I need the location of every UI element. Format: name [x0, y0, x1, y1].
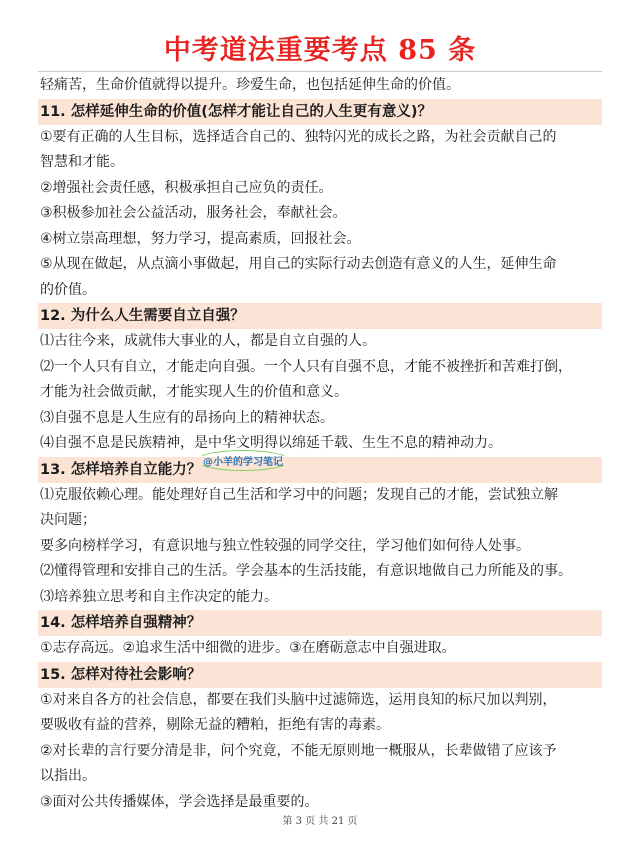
body-line: 才能为社会做贡献，才能实现人生的价值和意义。 — [40, 384, 348, 400]
body-line: 要吸收有益的营养，剔除无益的糟粕，拒绝有害的毒素。 — [40, 717, 390, 733]
body-line: ⑴克服依赖心理。能处理好自己生活和学习中的问题；发现自己的才能，尝试独立解 — [40, 486, 558, 503]
body-line: ②增强社会责任感，积极承担自己应负的责任。 — [40, 179, 333, 196]
body-line: 要多向榜样学习，有意识地与独立性较强的同学交往，学习他们如何待人处事。 — [40, 537, 530, 554]
body-line: 决问题； — [40, 512, 96, 528]
body-line: ③面对公共传播媒体，学会选择是最重要的。 — [40, 793, 319, 810]
body-line: 轻痛苦，生命价值就得以提升。珍爱生命，也包括延伸生命的价值。 — [40, 77, 460, 93]
body-line: 以指出。 — [40, 768, 96, 784]
body-line: 的价值。 — [40, 281, 96, 298]
title-divider — [38, 71, 602, 72]
body-line: ⑷自强不息是民族精神，是中华文明得以绵延千载、生生不息的精神动力。 — [40, 435, 502, 451]
body-line: ①要有正确的人生目标，选择适合自己的、独特闪光的成长之路，为社会贡献自己的 — [40, 128, 557, 145]
body-line: ⑤从现在做起，从点滴小事做起，用自己的实际行动去创造有意义的人生，延伸生命 — [40, 256, 557, 272]
body-line: 智慧和才能。 — [40, 154, 124, 170]
body-line: ③积极参加社会公益活动，服务社会，奉献社会。 — [40, 205, 347, 221]
page-footer: 第 3 页 共 21 页 — [282, 816, 358, 827]
body-line: ②对长辈的言行要分清是非，问个究竟，不能无原则地一概服从，长辈做错了应该予 — [40, 742, 557, 759]
body-line: ⑶培养独立思考和自主作决定的能力。 — [40, 588, 278, 605]
section-heading: 14. 怎样培养自强精神？ — [38, 610, 602, 636]
section-heading: 11. 怎样延伸生命的价值(怎样才能让自己的人生更有意义)？ — [38, 99, 602, 125]
section-heading: 13. 怎样培养自立能力？ — [38, 457, 602, 483]
page-title: 中考道法重要考点 85 条 — [163, 35, 477, 66]
document-body — [38, 73, 602, 815]
body-line: ⑶自强不息是人生应有的昂扬向上的精神状态。 — [40, 409, 334, 426]
watermark: @小羊的学习笔记 — [196, 450, 290, 471]
body-line: ⑵一个人只有自立，才能走向自强。一个人只有自强不息，才能不被挫折和苦难打倒， — [40, 358, 572, 375]
body-line: ①志存高远。②追求生活中细微的进步。③在磨砺意志中自强进取。 — [40, 640, 456, 656]
body-line: ⑵懂得管理和安排自己的生活。学会基本的生活技能，有意识地做自己力所能及的事。 — [40, 563, 572, 579]
body-line: ⑴古往今来，成就伟大事业的人，都是自立自强的人。 — [40, 333, 376, 349]
body-line: ①对来自各方的社会信息，都要在我们头脑中过滤筛选，运用良知的标尺加以判别， — [40, 691, 557, 708]
body-line: ④树立崇高理想，努力学习，提高素质，回报社会。 — [40, 230, 361, 247]
section-heading: 15. 怎样对待社会影响？ — [38, 662, 602, 688]
section-heading: 12. 为什么人生需要自立自强？ — [38, 303, 602, 329]
